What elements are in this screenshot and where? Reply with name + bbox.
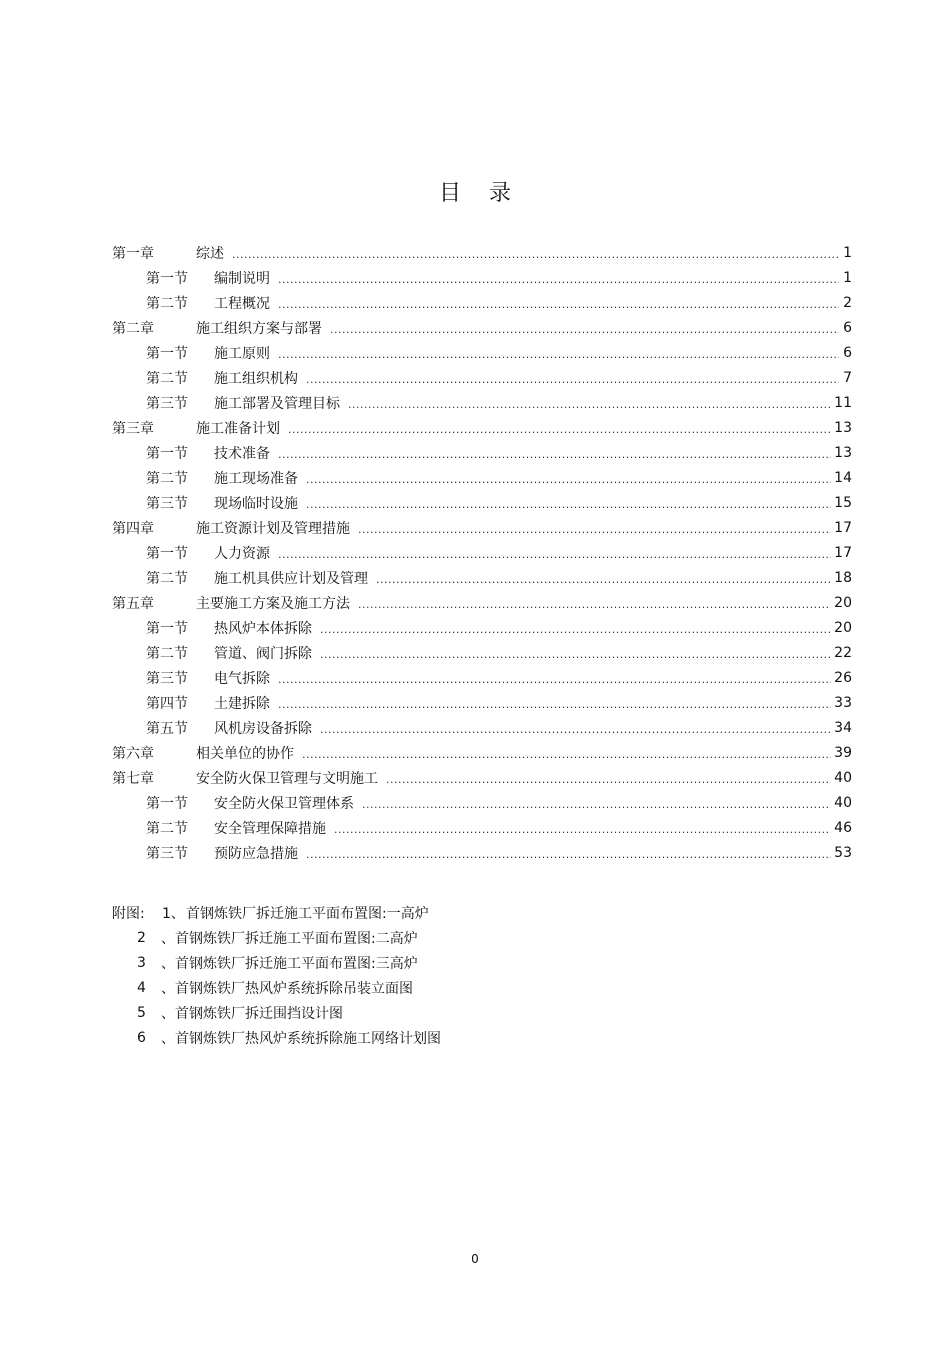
- toc-heading-char: 目: [438, 181, 461, 206]
- toc-entry-label: 第一节: [146, 545, 188, 562]
- toc-entry-label: 第一节: [146, 345, 188, 362]
- toc-leader-dots: [362, 798, 831, 811]
- toc-chapter-entry[interactable]: [112, 415, 852, 440]
- toc-entry-title: 编制说明: [214, 270, 270, 287]
- appendix-item-number: 2: [137, 929, 146, 946]
- toc-leader-dots: [302, 748, 831, 761]
- toc-entry-title: 工程概况: [214, 295, 270, 312]
- toc-entry-label: 第一节: [146, 795, 188, 812]
- toc-entry-label: 第一章: [112, 245, 154, 262]
- toc-leader-dots: [358, 523, 831, 536]
- toc-section-entry[interactable]: [112, 790, 852, 815]
- toc-entry-title: 相关单位的协作: [196, 745, 294, 762]
- toc-entry-title: 人力资源: [214, 545, 270, 562]
- toc-entry-page: 34: [834, 719, 852, 736]
- toc-entry-page: 17: [834, 519, 852, 536]
- toc-entry-label: 第二节: [146, 570, 188, 587]
- toc-entry-label: 第三节: [146, 845, 188, 862]
- toc-section-entry[interactable]: [112, 840, 852, 865]
- toc-leader-dots: [278, 548, 831, 561]
- appendix-item-number: 4: [137, 979, 146, 996]
- toc-chapter-entry[interactable]: [112, 765, 852, 790]
- appendix-item-number: 5: [137, 1004, 146, 1021]
- toc-entry-title: 施工部署及管理目标: [214, 395, 340, 412]
- toc-leader-dots: [348, 398, 831, 411]
- toc-entry-label: 第三章: [112, 420, 154, 437]
- toc-entry-title: 综述: [196, 245, 224, 262]
- appendix-item: [112, 950, 441, 975]
- toc-entry-title: 施工机具供应计划及管理: [214, 570, 368, 587]
- toc-section-entry[interactable]: [112, 715, 852, 740]
- page-number: 0: [471, 1252, 479, 1266]
- appendix-item-text: 、首钢炼铁厂拆迁围挡设计图: [161, 1005, 343, 1022]
- toc-entry-title: 预防应急措施: [214, 845, 298, 862]
- toc-entry-label: 第三节: [146, 395, 188, 412]
- appendix-item-number: 1、: [162, 905, 185, 922]
- toc-section-entry[interactable]: [112, 365, 852, 390]
- toc-leader-dots: [278, 673, 831, 686]
- toc-entry-title: 电气拆除: [214, 670, 270, 687]
- toc-entry-page: 7: [843, 369, 852, 386]
- toc-leader-dots: [386, 773, 831, 786]
- toc-entry-label: 第二节: [146, 645, 188, 662]
- appendix-list: [112, 900, 441, 1050]
- toc-entry-label: 第六章: [112, 745, 154, 762]
- toc-entry-title: 施工准备计划: [196, 420, 280, 437]
- toc-entry-title: 施工资源计划及管理措施: [196, 520, 350, 537]
- toc-section-entry[interactable]: [112, 465, 852, 490]
- toc-entry-page: 1: [843, 244, 852, 261]
- toc-entry-title: 热风炉本体拆除: [214, 620, 312, 637]
- toc-entry-label: 第二章: [112, 320, 154, 337]
- toc-entry-page: 11: [834, 394, 852, 411]
- toc-chapter-entry[interactable]: [112, 740, 852, 765]
- toc-section-entry[interactable]: [112, 815, 852, 840]
- toc-entry-page: 13: [834, 444, 852, 461]
- appendix-item: [112, 1000, 441, 1025]
- toc-entry-label: 第一节: [146, 620, 188, 637]
- toc-leader-dots: [306, 373, 839, 386]
- toc-entry-label: 第四节: [146, 695, 188, 712]
- toc-entry-page: 26: [834, 669, 852, 686]
- toc-section-entry[interactable]: [112, 565, 852, 590]
- appendix-item-text: 、首钢炼铁厂拆迁施工平面布置图:三高炉: [161, 955, 418, 972]
- toc-section-entry[interactable]: [112, 440, 852, 465]
- toc-leader-dots: [320, 623, 831, 636]
- appendix-item: [112, 925, 441, 950]
- toc-entry-title: 安全防火保卫管理与文明施工: [196, 770, 378, 787]
- toc-entry-title: 管道、阀门拆除: [214, 645, 312, 662]
- toc-entry-title: 风机房设备拆除: [214, 720, 312, 737]
- appendix-item-number: 6: [137, 1029, 146, 1046]
- toc-section-entry[interactable]: [112, 340, 852, 365]
- toc-entry-page: 6: [843, 344, 852, 361]
- toc-entry-label: 第五章: [112, 595, 154, 612]
- toc-leader-dots: [320, 723, 831, 736]
- toc-entry-title: 施工原则: [214, 345, 270, 362]
- toc-entry-label: 第五节: [146, 720, 188, 737]
- toc-leader-dots: [278, 698, 831, 711]
- toc-section-entry[interactable]: [112, 690, 852, 715]
- toc-entry-title: 施工现场准备: [214, 470, 298, 487]
- toc-entry-page: 53: [834, 844, 852, 861]
- toc-entry-page: 17: [834, 544, 852, 561]
- appendix-item: [112, 1025, 441, 1050]
- appendix-item-text: 、首钢炼铁厂热风炉系统拆除吊装立面图: [161, 980, 413, 997]
- toc-chapter-entry[interactable]: [112, 515, 852, 540]
- toc-leader-dots: [278, 348, 839, 361]
- appendix-item: [112, 975, 441, 1000]
- toc-entry-page: 46: [834, 819, 852, 836]
- toc-entry-page: 40: [834, 769, 852, 786]
- toc-entry-page: 33: [834, 694, 852, 711]
- toc-entry-label: 第二节: [146, 470, 188, 487]
- toc-entry-page: 39: [834, 744, 852, 761]
- toc-entry-title: 安全管理保障措施: [214, 820, 326, 837]
- toc-entry-label: 第七章: [112, 770, 154, 787]
- toc-section-entry[interactable]: [112, 615, 852, 640]
- toc-leader-dots: [278, 273, 839, 286]
- toc-entry-title: 施工组织方案与部署: [196, 320, 322, 337]
- toc-leader-dots: [278, 298, 839, 311]
- appendix-item-number: 3: [137, 954, 146, 971]
- toc-entry-page: 15: [834, 494, 852, 511]
- toc-section-entry[interactable]: [112, 640, 852, 665]
- toc-entry-title: 土建拆除: [214, 695, 270, 712]
- toc-entry-page: 18: [834, 569, 852, 586]
- toc-chapter-entry[interactable]: [112, 240, 852, 265]
- toc-section-entry[interactable]: [112, 290, 852, 315]
- toc-leader-dots: [320, 648, 831, 661]
- toc-entry-title: 技术准备: [214, 445, 270, 462]
- toc-entry-title: 施工组织机构: [214, 370, 298, 387]
- toc-leader-dots: [306, 498, 831, 511]
- toc-entry-page: 13: [834, 419, 852, 436]
- toc-leader-dots: [334, 823, 831, 836]
- toc-leader-dots: [306, 848, 831, 861]
- toc-entry-label: 第四章: [112, 520, 154, 537]
- toc-leader-dots: [232, 248, 839, 261]
- toc-section-entry[interactable]: [112, 665, 852, 690]
- toc-entry-page: 2: [843, 294, 852, 311]
- toc-entry-title: 现场临时设施: [214, 495, 298, 512]
- toc-entry-label: 第三节: [146, 670, 188, 687]
- toc-entry-page: 1: [843, 269, 852, 286]
- toc-leader-dots: [288, 423, 831, 436]
- appendix-item-text: 、首钢炼铁厂拆迁施工平面布置图:二高炉: [161, 930, 418, 947]
- toc-chapter-entry[interactable]: [112, 590, 852, 615]
- toc-entry-page: 14: [834, 469, 852, 486]
- appendix-item: [112, 900, 441, 925]
- toc-entry-label: 第二节: [146, 820, 188, 837]
- toc-section-entry[interactable]: [112, 390, 852, 415]
- toc-leader-dots: [306, 473, 831, 486]
- toc-entry-title: 主要施工方案及施工方法: [196, 595, 350, 612]
- toc-section-entry[interactable]: [112, 540, 852, 565]
- toc-entry-page: 20: [834, 619, 852, 636]
- table-of-contents: [112, 240, 852, 865]
- toc-entry-page: 20: [834, 594, 852, 611]
- toc-heading-char: 录: [489, 181, 512, 206]
- toc-entry-label: 第一节: [146, 445, 188, 462]
- toc-entry-page: 22: [834, 644, 852, 661]
- toc-entry-title: 安全防火保卫管理体系: [214, 795, 354, 812]
- toc-entry-label: 第三节: [146, 495, 188, 512]
- toc-section-entry[interactable]: [112, 265, 852, 290]
- toc-heading: [0, 176, 950, 207]
- toc-section-entry[interactable]: [112, 490, 852, 515]
- appendix-lead: 附图:: [112, 905, 145, 922]
- toc-entry-label: 第一节: [146, 270, 188, 287]
- toc-leader-dots: [330, 323, 839, 336]
- toc-leader-dots: [358, 598, 831, 611]
- appendix-item-text: 首钢炼铁厂拆迁施工平面布置图:一高炉: [186, 905, 429, 922]
- appendix-item-text: 、首钢炼铁厂热风炉系统拆除施工网络计划图: [161, 1030, 441, 1047]
- toc-chapter-entry[interactable]: [112, 315, 852, 340]
- toc-entry-page: 6: [843, 319, 852, 336]
- toc-entry-label: 第二节: [146, 295, 188, 312]
- toc-entry-label: 第二节: [146, 370, 188, 387]
- toc-leader-dots: [278, 448, 831, 461]
- toc-entry-page: 40: [834, 794, 852, 811]
- toc-leader-dots: [376, 573, 831, 586]
